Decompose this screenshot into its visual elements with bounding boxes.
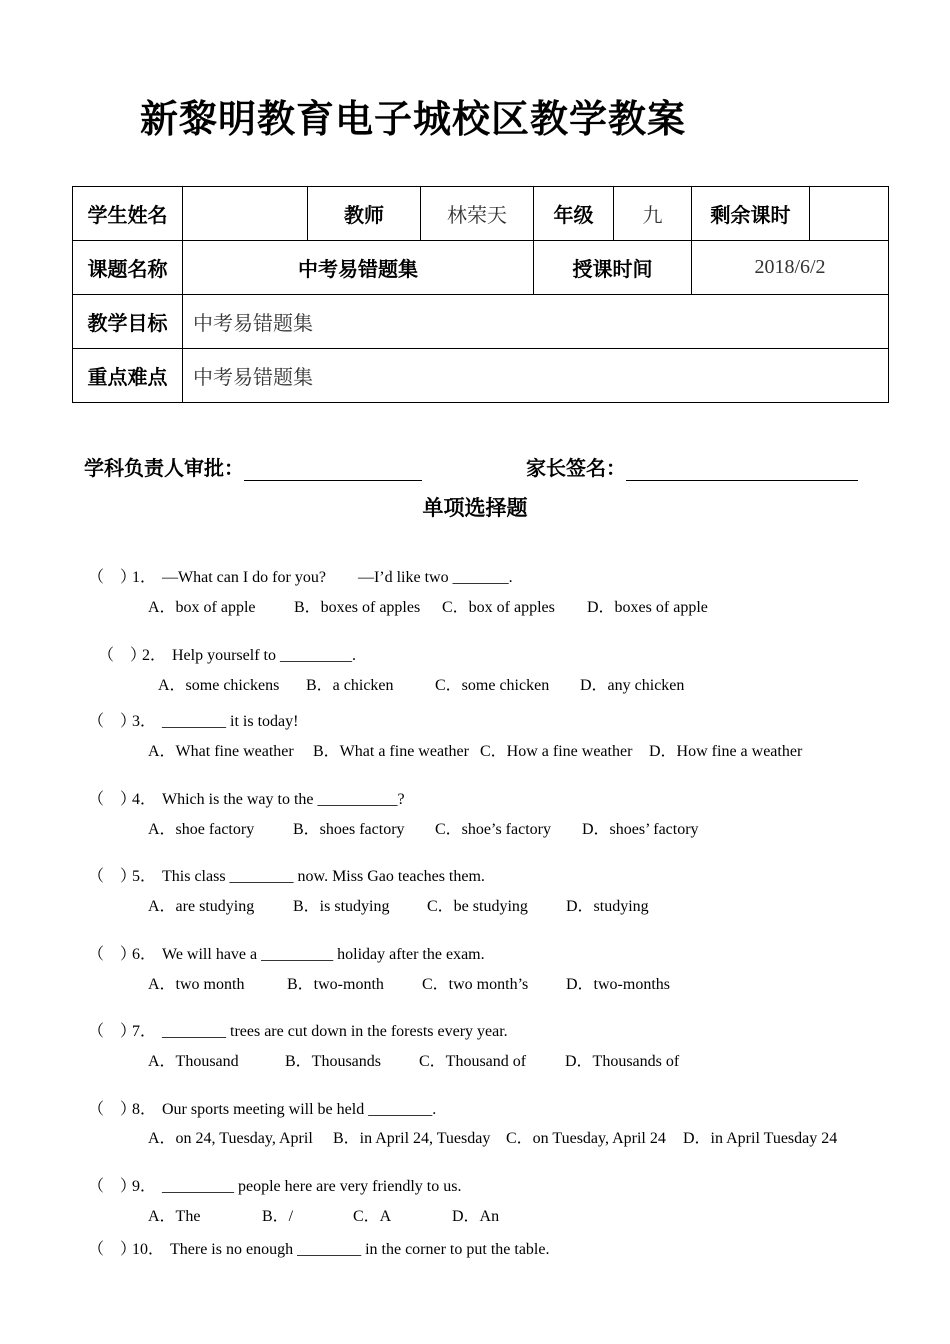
option-c[interactable]: C．be studying <box>427 898 528 915</box>
question-number: 1． <box>132 569 157 586</box>
question-text: —What can I do for you? —I’d like two _______. <box>162 569 513 586</box>
option-a[interactable]: A．some chickens <box>158 677 280 694</box>
option-c[interactable]: C．two month’s <box>422 976 529 993</box>
question-text: Our sports meeting will be held ________. <box>162 1101 437 1118</box>
option-c[interactable]: C．box of apples <box>442 599 555 616</box>
grade-label: 年级 <box>534 187 614 241</box>
time-label: 授课时间 <box>534 241 692 295</box>
topic-label: 课题名称 <box>73 241 183 295</box>
student-name-field[interactable] <box>183 187 308 241</box>
option-d[interactable]: D．boxes of apple <box>587 599 708 616</box>
option-a[interactable]: A．box of apple <box>148 599 256 616</box>
table-row <box>73 349 889 403</box>
option-d[interactable]: D．Thousands of <box>565 1053 680 1070</box>
question-3 <box>88 708 298 731</box>
section-title: 单项选择题 <box>422 496 528 520</box>
time-value: 2018/6/2 <box>692 241 889 295</box>
key-points-label: 重点难点 <box>73 349 183 403</box>
question-number: 8． <box>132 1101 157 1118</box>
option-b[interactable]: B．in April 24, Tuesday <box>333 1130 491 1147</box>
option-d[interactable]: D．any chicken <box>580 677 685 694</box>
question-1 <box>88 564 513 587</box>
question-8 <box>88 1096 436 1119</box>
option-b[interactable]: B．shoes factory <box>293 821 405 838</box>
answer-blank[interactable]: （ ） <box>88 567 137 586</box>
question-text: This class ________ now. Miss Gao teaches them. <box>162 868 485 885</box>
option-d[interactable]: D．How fine a weather <box>649 743 803 760</box>
question-number: 5． <box>132 868 157 885</box>
lesson-info-table <box>72 186 889 403</box>
option-d[interactable]: D．studying <box>566 898 649 915</box>
table-row <box>73 295 889 349</box>
option-b[interactable]: B．/ <box>262 1208 294 1225</box>
option-a[interactable]: A．two month <box>148 976 245 993</box>
parent-signature-line[interactable] <box>626 458 858 481</box>
option-c[interactable]: C．How a fine weather <box>480 743 633 760</box>
approval-label: 学科负责人审批： <box>84 456 244 480</box>
answer-blank[interactable]: （ ） <box>88 1021 137 1040</box>
topic-value: 中考易错题集 <box>183 241 534 295</box>
question-9 <box>88 1173 461 1196</box>
option-b[interactable]: B．a chicken <box>306 677 394 694</box>
question-number: 3． <box>132 713 157 730</box>
question-4 <box>88 786 405 809</box>
answer-blank[interactable]: （ ） <box>88 1176 137 1195</box>
question-number: 6． <box>132 946 157 963</box>
teacher-value: 林荣天 <box>421 187 534 241</box>
option-a[interactable]: A．What fine weather <box>148 743 294 760</box>
option-a[interactable]: A．are studying <box>148 898 255 915</box>
page-title: 新黎明教育电子城校区教学教案 <box>140 97 687 141</box>
question-text: We will have a _________ holiday after the exam. <box>162 946 485 963</box>
question-5 <box>88 863 485 886</box>
table-row <box>73 187 889 241</box>
option-c[interactable]: C．some chicken <box>435 677 550 694</box>
approval-signature <box>84 452 422 481</box>
option-d[interactable]: D．two-months <box>566 976 671 993</box>
option-a[interactable]: A．The <box>148 1208 201 1225</box>
parent-label: 家长签名： <box>526 456 626 480</box>
option-d[interactable]: D．An <box>452 1208 500 1225</box>
answer-blank[interactable]: （ ） <box>88 866 137 885</box>
option-d[interactable]: D．in April Tuesday 24 <box>683 1130 838 1147</box>
answer-blank[interactable]: （ ） <box>98 645 147 664</box>
answer-blank[interactable]: （ ） <box>88 789 137 808</box>
option-a[interactable]: A．Thousand <box>148 1053 239 1070</box>
key-points-value: 中考易错题集 <box>183 349 889 403</box>
question-number: 9． <box>132 1178 157 1195</box>
student-name-label: 学生姓名 <box>73 187 183 241</box>
approval-signature-line[interactable] <box>244 458 422 481</box>
option-a[interactable]: A．on 24, Tuesday, April <box>148 1130 313 1147</box>
option-c[interactable]: C．A <box>353 1208 392 1225</box>
goal-value: 中考易错题集 <box>183 295 889 349</box>
option-c[interactable]: C．shoe’s factory <box>435 821 551 838</box>
parent-signature <box>526 452 858 481</box>
question-2 <box>98 642 356 665</box>
question-text: There is no enough ________ in the corner to put the table. <box>170 1241 550 1258</box>
question-text: ________ it is today! <box>162 713 299 730</box>
question-text: ________ trees are cut down in the forests every year. <box>162 1023 508 1040</box>
question-7 <box>88 1018 508 1041</box>
remaining-hours-field[interactable] <box>810 187 889 241</box>
question-text: _________ people here are very friendly to us. <box>162 1178 462 1195</box>
table-row <box>73 241 889 295</box>
answer-blank[interactable]: （ ） <box>88 711 137 730</box>
teacher-label: 教师 <box>308 187 421 241</box>
question-10 <box>88 1236 549 1259</box>
question-number: 10． <box>132 1241 165 1258</box>
option-c[interactable]: C．on Tuesday, April 24 <box>506 1130 666 1147</box>
option-c[interactable]: C．Thousand of <box>419 1053 527 1070</box>
option-b[interactable]: B．What a fine weather <box>313 743 469 760</box>
remaining-hours-label: 剩余课时 <box>692 187 810 241</box>
question-text: Help yourself to _________. <box>172 647 356 664</box>
option-b[interactable]: B．Thousands <box>285 1053 382 1070</box>
question-number: 7． <box>132 1023 157 1040</box>
option-b[interactable]: B．boxes of apples <box>294 599 421 616</box>
question-number: 4． <box>132 791 157 808</box>
goal-label: 教学目标 <box>73 295 183 349</box>
grade-value: 九 <box>614 187 692 241</box>
question-6 <box>88 941 485 964</box>
answer-blank[interactable]: （ ） <box>88 944 137 963</box>
question-number: 2． <box>142 647 167 664</box>
option-a[interactable]: A．shoe factory <box>148 821 255 838</box>
option-d[interactable]: D．shoes’ factory <box>582 821 699 838</box>
option-b[interactable]: B．two-month <box>287 976 384 993</box>
question-text: Which is the way to the __________? <box>162 791 405 808</box>
option-b[interactable]: B．is studying <box>293 898 390 915</box>
answer-blank[interactable]: （ ） <box>88 1099 137 1118</box>
answer-blank[interactable]: （ ） <box>88 1239 137 1258</box>
